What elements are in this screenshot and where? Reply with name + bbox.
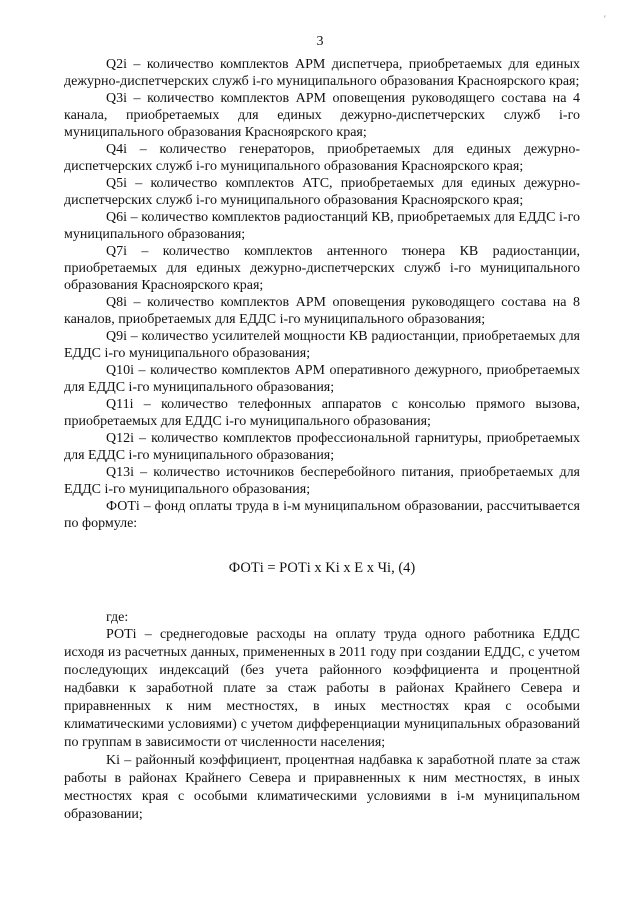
- paragraph-q2: Q2i – количество комплектов АРМ диспетчера, приобретаемых для единых дежурно-диспетчерских служб i-го муниципального образования Красноярского края;: [64, 57, 580, 89]
- paragraph-q5: Q5i – количество комплектов АТС, приобретаемых для единых дежурно-диспетчерских служб i-го муниципального образования Красноярского края;: [64, 176, 580, 208]
- definition-k: Ki – районный коэффициент, процентная надбавка к заработной плате за стаж работы в районах Крайнего Севера и приравненных к ним местностях, в иных местностях края с особыми климатическими условиями в i-м муниципальном образовании;: [64, 753, 580, 822]
- document-body: [64, 56, 580, 824]
- paragraph-q4: Q4i – количество генераторов, приобретаемых для единых дежурно-диспетчерских служб i-го муниципального образования Красноярского края;: [64, 142, 580, 174]
- where-label: где:: [106, 610, 129, 625]
- paragraph-q11: Q11i – количество телефонных аппаратов с консолью прямого вызова, приобретаемых для ЕДДС i-го муниципального образования;: [64, 397, 580, 429]
- paragraph-q13: Q13i – количество источников бесперебойного питания, приобретаемых для ЕДДС i-го муниципального образования;: [64, 465, 580, 497]
- paragraph-fot: ФОТi – фонд оплаты труда в i-м муниципальном образовании, рассчитывается по формуле:: [64, 499, 580, 531]
- definition-rot: РОТi – среднегодовые расходы на оплату труда одного работника ЕДДС исходя из расчетных данных, примененных в 2011 году при создании ЕДДС, с учетом последующих индексаций (без учета районного коэффициента и процентной надбавки к заработной плате за стаж работы в районах Крайнего Севера и приравненных к ним местностях, в иных местностях края с особыми климатическими условиями) с учетом дифференциации муниципальных образований по группам в зависимости от численности населения;: [64, 627, 580, 750]
- paragraph-q12: Q12i – количество комплектов профессиональной гарнитуры, приобретаемых для ЕДДС i-го муниципального образования;: [64, 431, 580, 463]
- paragraph-q8: Q8i – количество комплектов АРМ оповещения руководящего состава на 8 каналов, приобретаемых для ЕДДС i-го муниципального образования;: [64, 295, 580, 327]
- paragraph-q9: Q9i – количество усилителей мощности КВ радиостанции, приобретаемых для ЕДДС i-го муниципального образования;: [64, 329, 580, 361]
- formula-4: ФОТi = РОТi х Ki х Е х Чi, (4): [228, 560, 416, 576]
- paragraph-q7: Q7i – количество комплектов антенного тюнера КВ радиостанции, приобретаемых для единых дежурно-диспетчерских служб i-го муниципального образования Красноярского края;: [64, 244, 580, 293]
- paragraph-q10: Q10i – количество комплектов АРМ оперативного дежурного, приобретаемых для ЕДДС i-го муниципального образования;: [64, 363, 580, 395]
- page-number: 3: [316, 34, 324, 49]
- paragraph-q6: Q6i – количество комплектов радиостанций КВ, приобретаемых для ЕДДС i-го муниципального образования;: [64, 210, 580, 242]
- paragraph-q3: Q3i – количество комплектов АРМ оповещения руководящего состава на 4 канала, приобретаемых для единых дежурно-диспетчерских служб i-го муниципального образования Красноярского края;: [64, 91, 580, 140]
- scan-mark: ′: [604, 14, 606, 24]
